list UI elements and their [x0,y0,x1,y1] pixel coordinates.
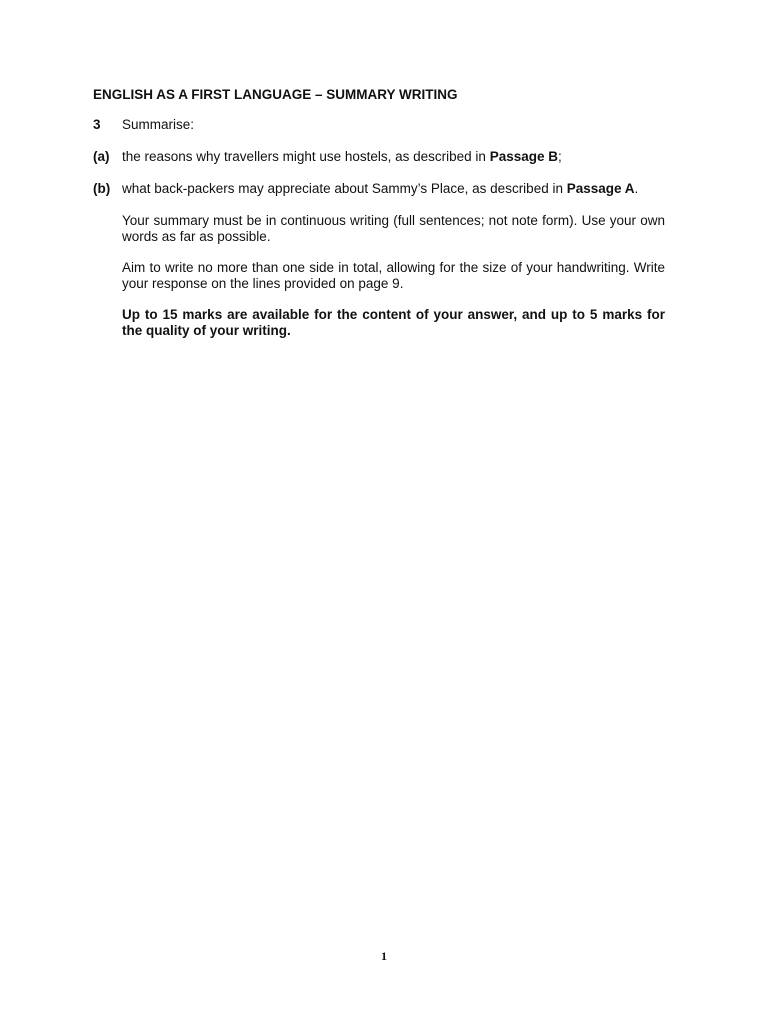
page-number: 1 [381,949,387,963]
part-b-text [122,181,665,197]
part-a-text [122,149,665,165]
instruction-paragraph-continuous-writing: Your summary must be in continuous writing (full sentences; not note form). Use your own words as far as possible. [122,213,665,244]
question-instruction: Summarise: [122,117,195,132]
part-a-row [93,149,665,165]
part-b-text-after: . [634,181,639,196]
part-b-label: (b) [93,181,111,196]
part-b-text-before: what back-packers may appreciate about Sammy’s Place, as described in [122,181,567,196]
part-a-text-after: ; [557,149,562,164]
part-a-label: (a) [93,149,110,164]
part-b-passage: Passage A [566,181,635,196]
part-a-passage: Passage B [489,149,558,164]
question-row [93,117,665,133]
instruction-paragraph-length: Aim to write no more than one side in total, allowing for the size of your handwriting. Write your response on the lines provided on page 9. [122,260,665,291]
part-b-row [93,181,665,197]
page-heading: ENGLISH AS A FIRST LANGUAGE – SUMMARY WRITING [93,87,458,102]
part-a-text-before: the reasons why travellers might use hostels, as described in [122,149,490,164]
marks-paragraph: Up to 15 marks are available for the content of your answer, and up to 5 marks for the quality of your writing. [122,307,665,338]
question-number: 3 [93,117,101,132]
